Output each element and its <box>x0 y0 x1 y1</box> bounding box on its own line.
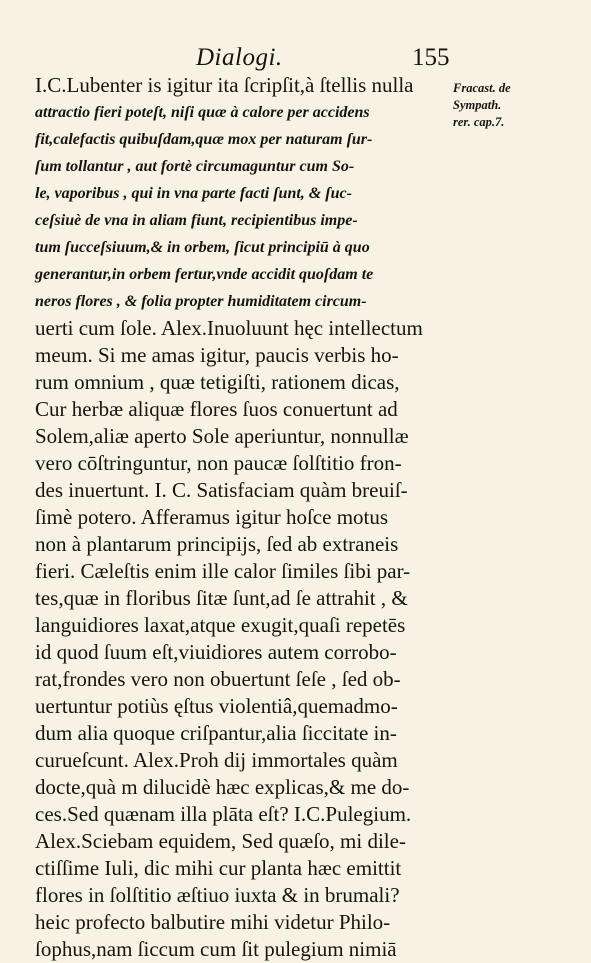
page-number: 155 <box>412 44 450 71</box>
text-line: id quod ſuum eſt,viuidiores autem corrobo- <box>35 640 397 664</box>
text-line: curueſcunt. Alex.Proh dij immortales quàm <box>35 748 398 772</box>
text-line: ſophus,nam ſiccum cum ſit pulegium nimiā <box>35 937 397 961</box>
text-line: le, vaporibus , qui in vna parte facti ſunt, & ſuc- <box>35 185 352 202</box>
text-line: heic profecto balbutire mihi videtur Philo- <box>35 910 391 934</box>
text-line: rat,frondes vero non obuertunt ſeſe , ſed ob- <box>35 667 401 691</box>
text-line: Cur herbæ aliquæ flores ſuos conuertunt ad <box>35 397 398 421</box>
text-line: attractio fieri poteſt, niſi quæ à calore per accidens <box>35 104 370 121</box>
text-line: flores in ſolſtitio æſtiuo iuxta & in brumali? <box>35 883 400 907</box>
text-line: tes,quæ in floribus ſitæ ſunt,ad ſe attrahit , & <box>35 586 408 610</box>
text-line: uertuntur potiùs ęſtus violentiâ,quemadmo- <box>35 694 398 718</box>
text-line: non à plantarum principijs, ſed ab extraneis <box>35 532 399 556</box>
body-text <box>35 72 455 963</box>
text-line: rum omnium , quæ tetigiſti, rationem dicas, <box>35 370 400 394</box>
marginal-note <box>453 80 587 131</box>
text-line: languidiores laxat,atque exugit,quaſi repetēs <box>35 613 406 637</box>
text-line: tum ſucceſsiuum,& in orbem, ſicut principiū à quo <box>35 239 370 256</box>
marginal-note-line: Fracast. de <box>453 81 511 95</box>
text-line: meum. Si me amas igitur, paucis verbis ho- <box>35 343 399 367</box>
text-line: I.C.Lubenter is igitur ita ſcripſit,à ſtellis nulla <box>35 73 414 97</box>
marginal-note-line: Sympath. <box>453 98 502 112</box>
text-line: vero cōſtringuntur, non paucæ ſolſtitio fron- <box>35 451 402 475</box>
marginal-note-line: rer. cap.7. <box>453 115 505 129</box>
text-line: fieri. Cæleſtis enim ille calor ſimiles ſibi par- <box>35 559 411 583</box>
text-line: fit,calefactis quibuſdam,quæ mox per naturam ſur- <box>35 131 373 148</box>
running-title: Dialogi. <box>196 44 283 71</box>
text-line: uerti cum ſole. Alex.Inuoluunt hęc intellectum <box>35 316 423 340</box>
text-line: docte,quà m dilucidè hæc explicas,& me do- <box>35 775 410 799</box>
running-header <box>0 44 591 74</box>
text-line: Solem,aliæ aperto Sole aperiuntur, nonnullæ <box>35 424 409 448</box>
text-line: ceſsiuè de vna in aliam fiunt, recipientibus impe- <box>35 212 358 229</box>
text-line: ces.Sed quænam illa plāta eſt? I.C.Pulegium. <box>35 802 412 826</box>
text-line: neros flores , & folia propter humiditatem circum- <box>35 293 367 310</box>
text-line: dum alia quoque criſpantur,alia ſiccitate in- <box>35 721 397 745</box>
text-line: ſimè potero. Afferamus igitur hoſce motus <box>35 505 389 529</box>
text-line: Alex.Sciebam equidem, Sed quæſo, mi dile- <box>35 829 406 853</box>
text-line: des inuertunt. I. C. Satisfaciam quàm breuiſ- <box>35 478 408 502</box>
text-line: ctiſſime Iuli, dic mihi cur planta hæc emittit <box>35 856 402 880</box>
text-line: generantur,in orbem fertur,vnde accidit quoſdam te <box>35 266 374 283</box>
text-line: ſum tollantur , aut fortè circumaguntur cum So- <box>35 158 355 175</box>
